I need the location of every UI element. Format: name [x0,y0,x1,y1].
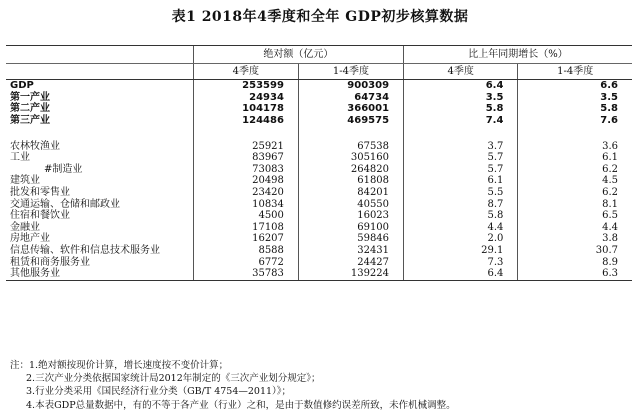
cell-q1to4-growth: 6.6 [518,80,632,92]
cell-q1to4-growth: 7.6 [518,115,632,127]
table-row [6,152,632,164]
cell-q4-growth: 5.7 [404,152,518,164]
cell-q4-abs: 20498 [193,175,298,187]
table-row [6,268,632,280]
cell-q1to4-abs: 469575 [298,115,403,127]
cell-q4-growth: 7.3 [404,256,518,268]
cell-q1to4-growth: 6.2 [518,164,632,176]
cell-q1to4-growth: 8.1 [518,198,632,210]
table-row [6,140,632,152]
table-row [6,103,632,115]
cell-q1to4-growth: 6.3 [518,268,632,280]
cell-q4-growth: 6.1 [404,175,518,187]
cell-q1to4-abs: 366001 [298,103,403,115]
footnotes [10,359,456,412]
header-q4-growth: 4季度 [404,64,518,80]
row-label: 房地产业 [10,233,50,245]
spacer-cell [193,126,298,140]
header-blank [6,64,193,80]
row-label: 第一产业 [10,91,50,103]
cell-q1to4-abs: 84201 [298,187,403,199]
gdp-data-table [6,45,632,281]
cell-q4-growth: 6.4 [404,80,518,92]
cell-q4-growth: 5.5 [404,187,518,199]
row-label: 住宿和餐饮业 [10,210,70,222]
table-body [6,80,632,281]
cell-q1to4-abs: 40550 [298,198,403,210]
row-label: 租赁和商务服务业 [10,256,90,268]
row-label: 批发和零售业 [10,187,70,199]
cell-q1to4-abs: 900309 [298,80,403,92]
row-label: GDP [10,80,34,92]
footnote: 3.行业分类采用《国民经济行业分类（GB/T 4754—2011）》； [26,386,292,398]
table-row [6,222,632,234]
row-label: 第三产业 [10,115,50,127]
cell-q1to4-growth: 3.5 [518,92,632,104]
header-q1to4-growth: 1-4季度 [518,64,632,80]
table-row [6,175,632,187]
row-label: 交通运输、仓储和邮政业 [10,198,120,210]
cell-q4-growth: 29.1 [404,245,518,257]
cell-q4-growth: 6.4 [404,268,518,280]
cell-q4-abs: 10834 [193,198,298,210]
cell-q4-growth: 7.4 [404,115,518,127]
cell-q4-abs: 25921 [193,140,298,152]
header-q4-abs: 4季度 [193,64,298,80]
table-title: 表1 2018年4季度和全年 GDP初步核算数据 [171,9,469,25]
cell-q1to4-growth: 3.6 [518,140,632,152]
cell-q4-growth: 3.7 [404,140,518,152]
cell-q4-growth: 8.7 [404,198,518,210]
cell-q1to4-abs: 67538 [298,140,403,152]
cell-q1to4-abs: 16023 [298,210,403,222]
cell-q1to4-abs: 305160 [298,152,403,164]
cell-q1to4-abs: 32431 [298,245,403,257]
row-label: 工业 [10,152,30,164]
cell-q4-abs: 6772 [193,256,298,268]
cell-q4-abs: 4500 [193,210,298,222]
cell-q4-abs: 8588 [193,245,298,257]
cell-q1to4-abs: 64734 [298,92,403,104]
cell-q1to4-abs: 61808 [298,175,403,187]
cell-q1to4-abs: 59846 [298,233,403,245]
cell-q1to4-growth: 6.5 [518,210,632,222]
cell-q4-growth: 3.5 [404,92,518,104]
spacer-cell [404,126,518,140]
table-row [6,115,632,127]
row-label: 其他服务业 [6,268,193,280]
spacer-cell [6,126,193,140]
cell-q1to4-growth: 4.4 [518,222,632,234]
cell-q1to4-abs: 139224 [298,268,403,280]
header-growth-rate: 比上年同期增长（%） [404,46,632,64]
header-row-group [6,46,632,64]
row-label: 信息传输、软件和信息技术服务业 [10,245,160,257]
spacer-cell [298,126,403,140]
row-label: 金融业 [10,221,40,233]
footnote: 注：1.绝对额按现价计算，增长速度按不变价计算； [10,360,229,371]
table-row [6,256,632,268]
header-row-periods [6,64,632,80]
cell-q1to4-growth: 8.9 [518,256,632,268]
cell-q1to4-growth: 6.2 [518,187,632,199]
cell-q4-growth: 5.7 [404,164,518,176]
cell-q4-abs: 73083 [193,164,298,176]
cell-q4-growth: 2.0 [404,233,518,245]
cell-q4-abs: 104178 [193,103,298,115]
cell-q4-abs: 16207 [193,233,298,245]
cell-q4-abs: 83967 [193,152,298,164]
table-row [6,198,632,210]
header-q1to4-abs: 1-4季度 [298,64,403,80]
table-row [6,92,632,104]
cell-q4-abs: 17108 [193,222,298,234]
cell-q1to4-growth: 6.1 [518,152,632,164]
cell-q4-growth: 4.4 [404,222,518,234]
table-row [6,210,632,222]
row-label: 第二产业 [10,103,50,115]
cell-q4-abs: 23420 [193,187,298,199]
footnote: 4.本表GDP总量数据中，有的不等于各产业（行业）之和，是由于数值修约误差所致，未作机械调整。 [26,399,456,411]
cell-q4-abs: 24934 [193,92,298,104]
spacer-cell [518,126,632,140]
cell-q4-growth: 5.8 [404,210,518,222]
spacer-row [6,126,632,140]
cell-q1to4-growth: 30.7 [518,245,632,257]
cell-q1to4-abs: 69100 [298,222,403,234]
cell-q1to4-abs: 24427 [298,256,403,268]
cell-q1to4-growth: 5.8 [518,103,632,115]
table-row [6,80,632,92]
table-row [6,233,632,245]
cell-q4-abs: 124486 [193,115,298,127]
header-absolute-value: 绝对额（亿元） [193,46,403,64]
row-label: #制造业 [44,163,83,175]
row-label: 建筑业 [10,175,40,187]
table-row [6,245,632,257]
table-row [6,187,632,199]
cell-q1to4-growth: 4.5 [518,175,632,187]
footnote: 2.三次产业分类依据国家统计局2012年制定的《三次产业划分规定》； [26,373,321,385]
cell-q4-abs: 253599 [193,80,298,92]
cell-q4-abs: 35783 [193,268,298,280]
header-blank [6,46,193,64]
row-label: 农林牧渔业 [10,140,60,152]
table-row [6,164,632,176]
cell-q1to4-abs: 264820 [298,164,403,176]
cell-q4-growth: 5.8 [404,103,518,115]
cell-q1to4-growth: 3.8 [518,233,632,245]
